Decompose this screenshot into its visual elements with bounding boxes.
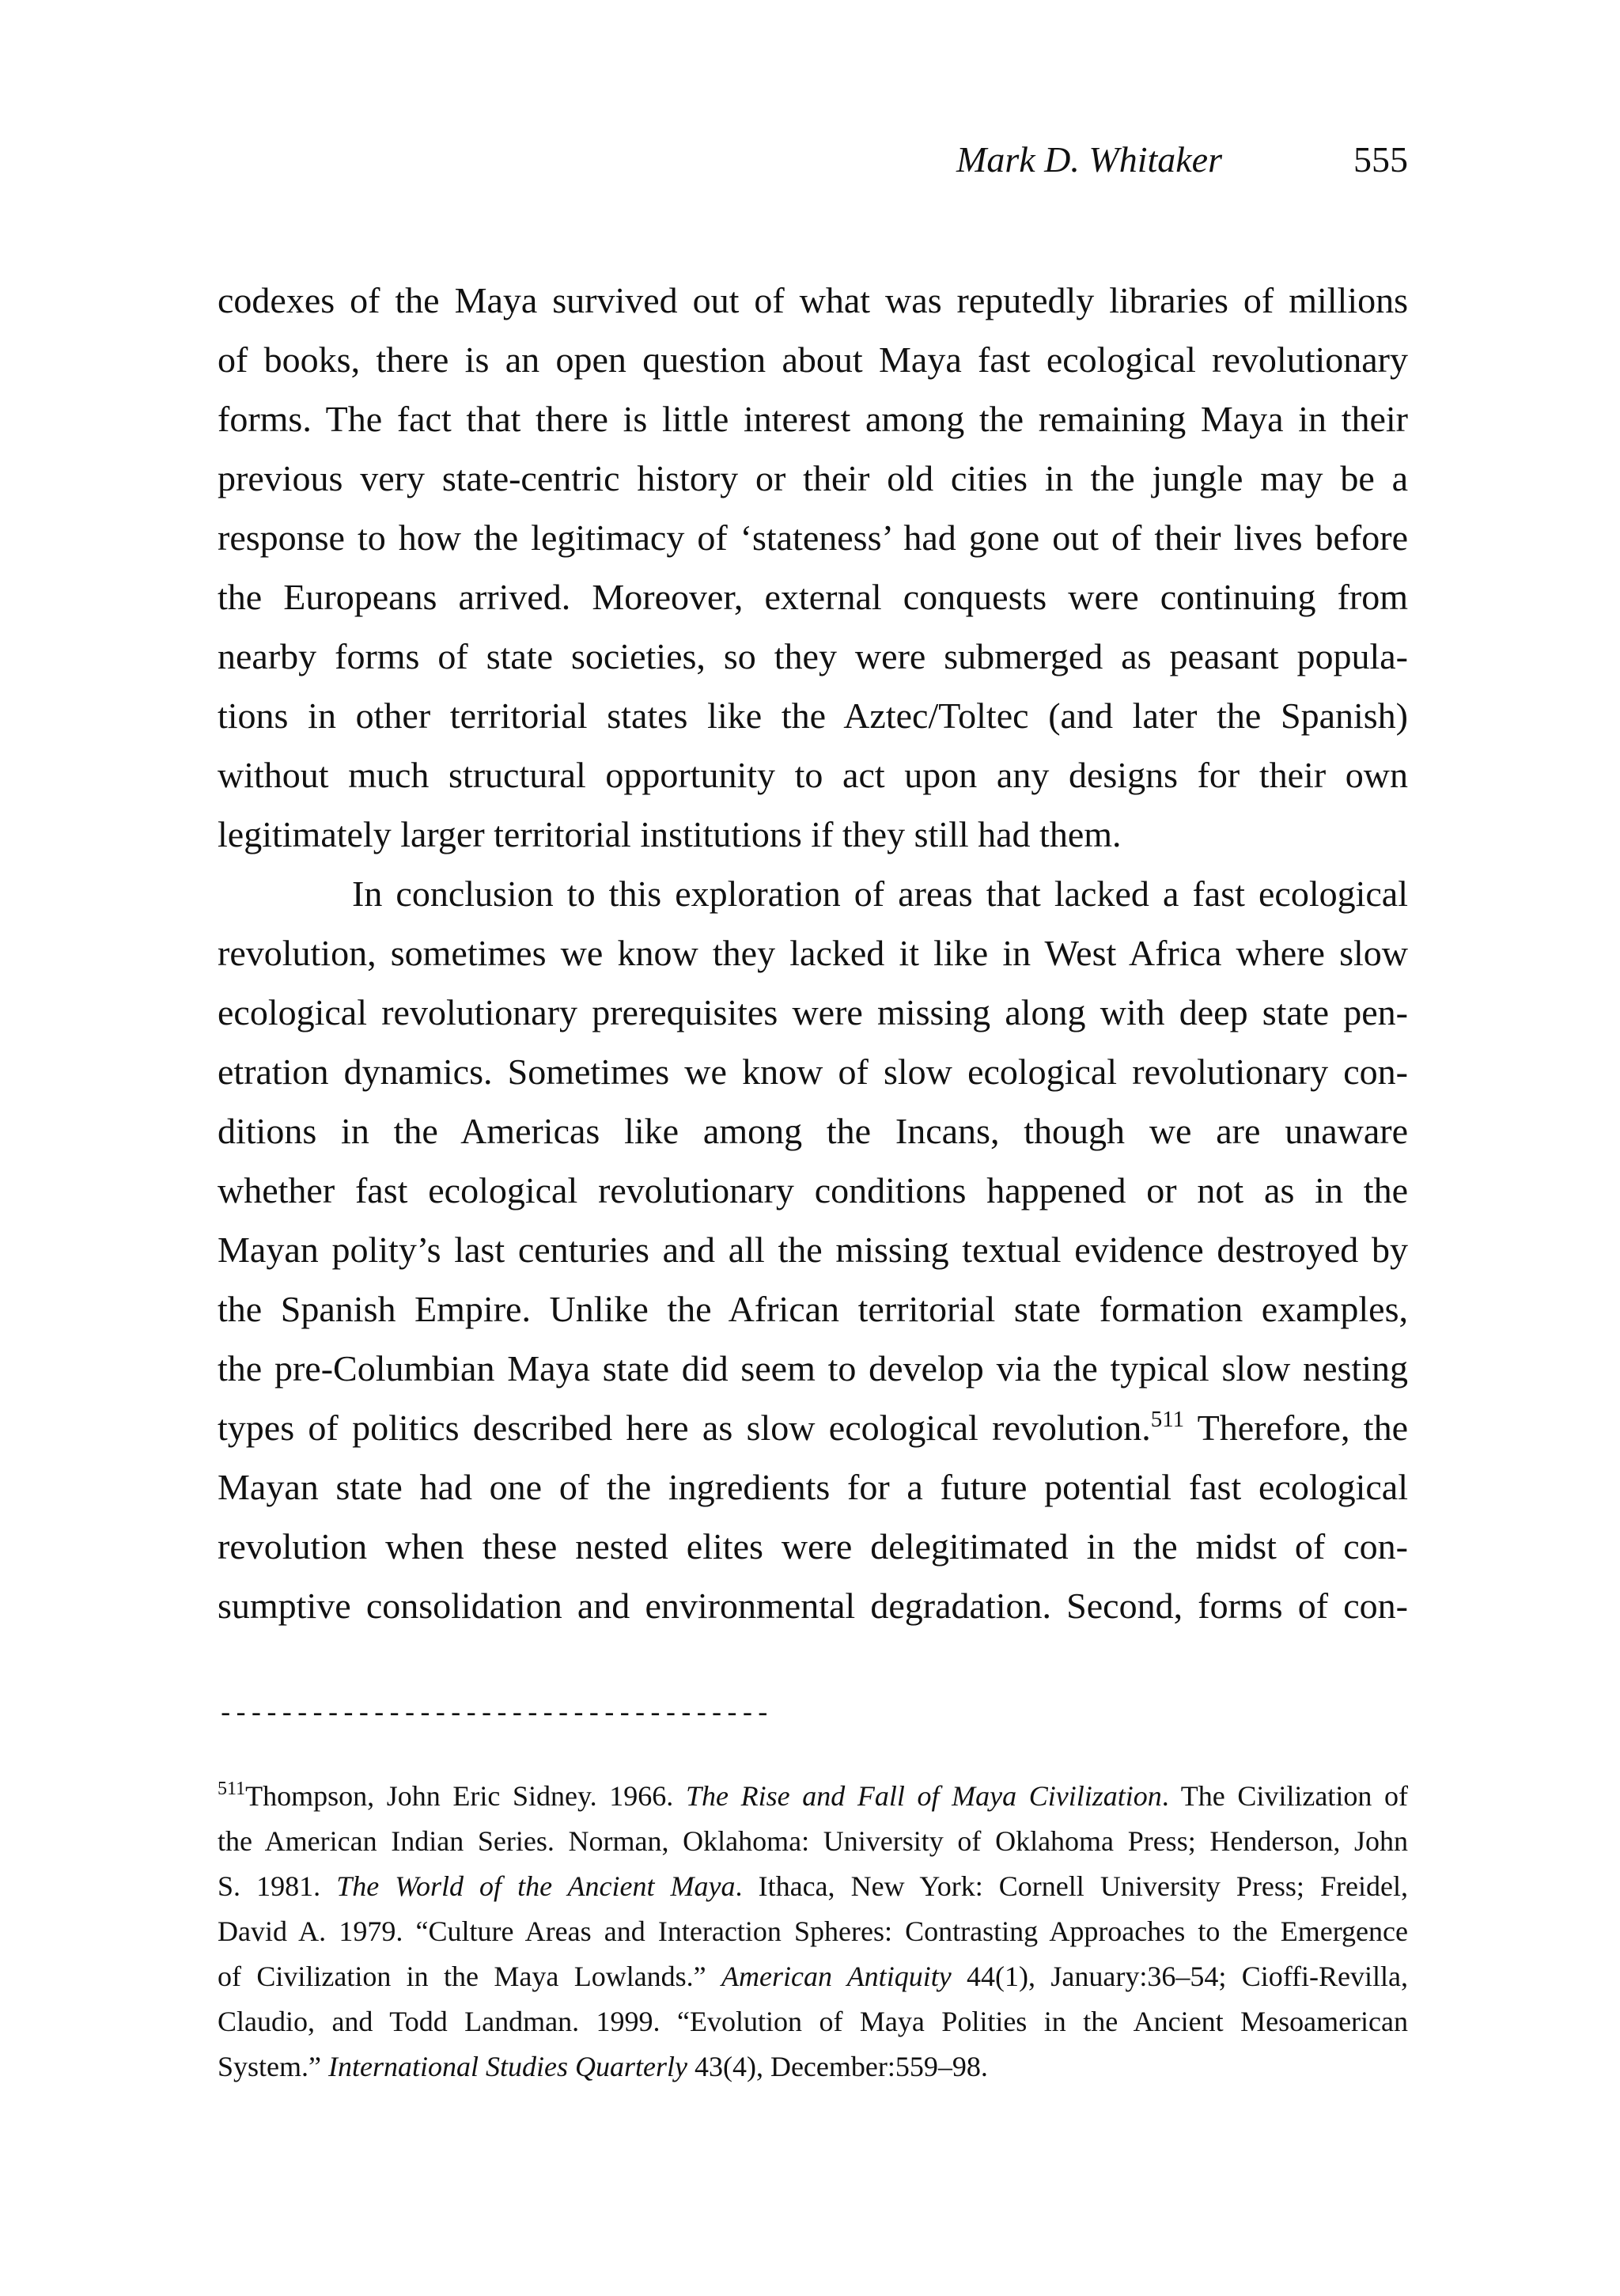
body-line: the Europeans arrived. Moreover, external conquests were continuing from (218, 577, 1408, 617)
footnote-marker: 511 (218, 1779, 246, 1799)
paragraph-start-line: In conclusion to this exploration of areas that lacked a fast ecological (352, 873, 1408, 914)
body-line: response to how the legitimacy of ‘stateness’ had gone out of their lives before (218, 517, 1408, 558)
page-number: 555 (1353, 139, 1408, 180)
running-head (218, 136, 1408, 184)
footnote-text: 44(1), January:36–54; Cioffi-Revilla, (951, 1961, 1409, 1992)
body-line: of books, there is an open question about Maya fast ecological revolutionary (218, 339, 1408, 380)
ref-text-after: Therefore, the (1184, 1408, 1408, 1448)
ref-text-before: types of politics described here as slow ecological revolution. (218, 1408, 1151, 1448)
body-line: ditions in the Americas like among the Incans, though we are unaware (218, 1111, 1408, 1151)
footnote-line: David A. 1979. “Culture Areas and Interaction Spheres: Contrasting Approaches to the Emergence (218, 1915, 1408, 1947)
body-line: forms. The fact that there is little interest among the remaining Maya in their (218, 399, 1408, 439)
body-line: whether fast ecological revolutionary conditions happened or not as in the (218, 1170, 1408, 1211)
body-line: previous very state-centric history or their old cities in the jungle may be a (218, 458, 1408, 498)
book-title: The World of the Ancient Maya (336, 1870, 736, 1902)
footnote-separator: ------------------------------------ (218, 1700, 770, 1730)
footnote-text: of Civilization in the Maya Lowlands.” (218, 1961, 722, 1992)
body-line: sumptive consolidation and environmental degradation. Second, forms of con- (218, 1586, 1408, 1626)
body-line: ecological revolutionary prerequisites were missing along with deep state pen- (218, 992, 1408, 1032)
body-line: tions in other territorial states like the Aztec/Toltec (and later the Spanish) (218, 695, 1408, 736)
footnote-511 (218, 1774, 1408, 2090)
footnote-text: . The Civilization of (1161, 1780, 1408, 1812)
running-head-author: Mark D. Whitaker (956, 139, 1222, 180)
footnote-line (218, 1774, 1408, 1819)
footnote-line (218, 2044, 1408, 2090)
footnote-line: Claudio, and Todd Landman. 1999. “Evolution of Maya Polities in the Ancient Mesoamerican (218, 2006, 1408, 2037)
body-text (218, 271, 1408, 1635)
footnote-line (218, 1864, 1408, 1909)
footnote-line (218, 1954, 1408, 1999)
body-line: without much structural opportunity to act upon any designs for their own (218, 755, 1408, 795)
book-title: The Rise and Fall of Maya Civilization (685, 1780, 1162, 1812)
footnote-text: S. 1981. (218, 1870, 337, 1902)
footnote-line: the American Indian Series. Norman, Oklahoma: University of Oklahoma Press; Henderson, John (218, 1825, 1408, 1857)
footnote-reference[interactable]: 511 (1150, 1407, 1185, 1432)
body-line: codexes of the Maya survived out of what was reputedly libraries of millions (218, 280, 1408, 320)
journal-title: International Studies Quarterly (328, 2051, 687, 2082)
body-line: the pre-Columbian Maya state did seem to develop via the typical slow nesting (218, 1348, 1408, 1389)
body-line: the Spanish Empire. Unlike the African territorial state formation examples, (218, 1289, 1408, 1329)
body-line: Mayan polity’s last centuries and all the missing textual evidence destroyed by (218, 1229, 1408, 1270)
footnote-text: . Ithaca, New York: Cornell University Press; Freidel, (735, 1870, 1408, 1902)
footnote-text: System.” (218, 2051, 328, 2082)
body-line: revolution when these nested elites were delegitimated in the midst of con- (218, 1526, 1408, 1567)
footnote-text: 43(4), December:559–98. (687, 2051, 988, 2082)
body-line: nearby forms of state societies, so they were submerged as peasant popula- (218, 636, 1408, 676)
journal-title: American Antiquity (721, 1961, 952, 1992)
body-line: etration dynamics. Sometimes we know of slow ecological revolutionary con- (218, 1051, 1408, 1092)
body-line-with-footnote-ref (218, 1398, 1408, 1457)
body-line: Mayan state had one of the ingredients for a future potential fast ecological (218, 1467, 1408, 1507)
body-line: revolution, sometimes we know they lacked it like in West Africa where slow (218, 933, 1408, 973)
body-line: legitimately larger territorial institutions if they still had them. (218, 814, 1122, 854)
footnote-text: Thompson, John Eric Sidney. 1966. (245, 1780, 686, 1812)
